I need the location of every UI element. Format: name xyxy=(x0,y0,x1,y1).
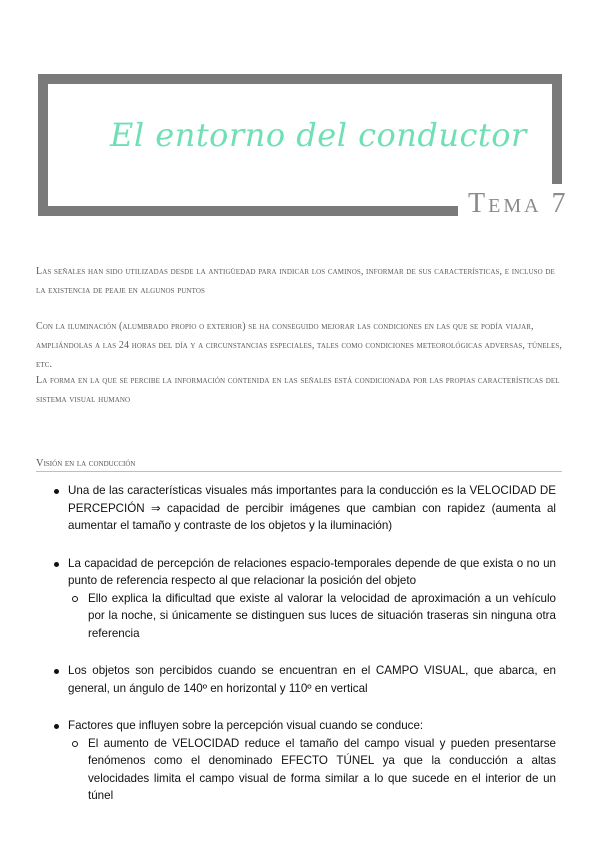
list-item xyxy=(48,662,556,697)
bullet-dot xyxy=(54,669,59,674)
list-item-text: La capacidad de percepción de relaciones espacio-temporales depende de que exista o no un punto de referencia respecto al que relacionar la posición del objeto xyxy=(68,556,556,587)
frame-right-bar xyxy=(552,74,562,184)
frame-top-bar xyxy=(38,74,562,84)
list-item-text: Los objetos son percibidos cuando se encuentran en el CAMPO VISUAL, que abarca, en general, un ángulo de 140º en horizontal y 110º en vertical xyxy=(68,664,556,695)
topic-label: Tema 7 xyxy=(468,188,569,219)
bullet-ring xyxy=(72,596,78,602)
bullet-dot xyxy=(54,562,59,567)
bullet-list xyxy=(48,482,556,825)
sub-list-item xyxy=(68,735,556,805)
sub-list-item xyxy=(68,590,556,643)
sub-list-item-text: El aumento de VELOCIDAD reduce el tamaño del campo visual y pueden presentarse fenómenos como el denominado EFECTO TÚNEL ya que la conducción a altas velocidades limita el campo visual de forma similar a lo que sucede en el interior de un túnel xyxy=(88,736,556,802)
list-item-text: Una de las características visuales más importantes para la conducción es la VELOCIDAD DE PERCEPCIÓN ⇒ capacidad de percibir imágenes que cambian con rapidez (aumenta al aumentar el tamaño y contraste de los objetos y la iluminación) xyxy=(68,484,556,532)
bullet-ring xyxy=(72,741,78,747)
intro-paragraph-1: Las señales han sido utilizadas desde la antigüedad para indicar los caminos, informar de sus características, e incluso de la existencia de peaje en algunos puntos xyxy=(36,266,555,296)
bullet-dot xyxy=(54,724,59,729)
bullet-dot xyxy=(54,489,59,494)
section-heading: Visión en la conducción xyxy=(36,458,562,472)
list-item xyxy=(48,555,556,643)
list-item-text: Factores que influyen sobre la percepción visual cuando se conduce: xyxy=(68,719,424,732)
frame-left-bar xyxy=(38,74,48,216)
page-title: El entorno del conductor xyxy=(110,116,527,154)
intro-paragraph-3: La forma en la que se percibe la información contenida en las señales está condicionada por las propias características del sistema visual humano xyxy=(36,375,560,405)
frame-bottom-bar xyxy=(38,206,458,216)
list-item xyxy=(48,482,556,535)
sub-list-item-text: Ello explica la dificultad que existe al valorar la velocidad de aproximación a un vehículo por la noche, si únicamente se distinguen sus luces de situación traseras sin ninguna otra referencia xyxy=(88,591,556,640)
list-item xyxy=(48,717,556,805)
intro-paragraph-2: Con la iluminación (alumbrado propio o exterior) se ha conseguido mejorar las condiciones en las que se podía viajar, ampliándolas a las 24 horas del día y a circunstancias especiales, tales como condiciones meteorológicas adversas, túneles, etc. xyxy=(36,321,563,370)
